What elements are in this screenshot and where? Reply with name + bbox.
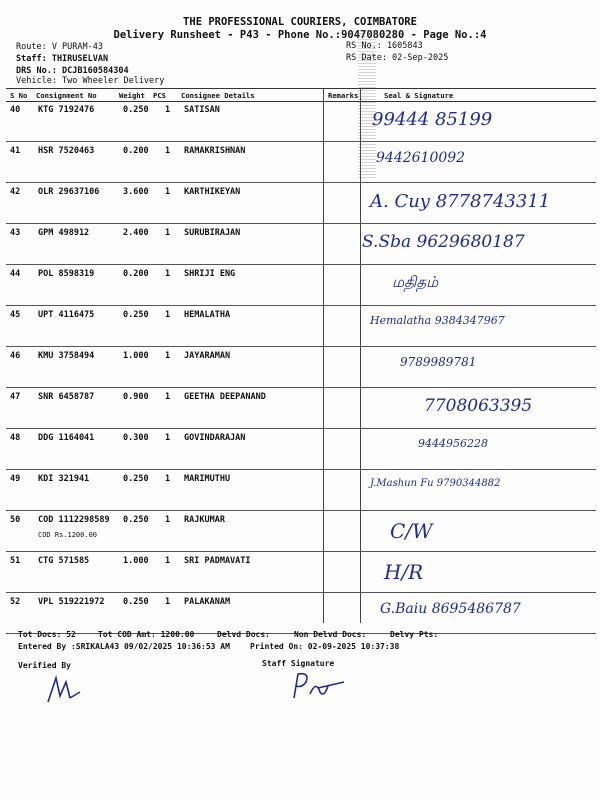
table-row [6, 552, 596, 593]
row-sno: 48 [10, 433, 21, 443]
col-remarks: Remarks [328, 91, 359, 100]
row-consignee: KARTHIKEYAN [184, 187, 241, 197]
row-weight: 0.250 [123, 310, 149, 320]
row-signature: 99444 85199 [372, 109, 493, 130]
row-consignee: SHRIJI ENG [184, 269, 236, 279]
row-consignment: CTG 571585 [38, 556, 90, 566]
tot-docs: Tot Docs: 52 [18, 630, 76, 639]
row-pcs: 1 [165, 597, 171, 607]
verified-by: Verified By [18, 661, 71, 670]
row-sno: 52 [10, 597, 21, 607]
row-weight: 0.250 [123, 474, 149, 484]
row-sno: 45 [10, 310, 21, 320]
row-consignee: JAYARAMAN [184, 351, 231, 361]
row-sno: 46 [10, 351, 21, 361]
row-weight: 0.200 [123, 269, 149, 279]
row-consignment: KDI 321941 [38, 474, 90, 484]
table-row [6, 224, 596, 265]
rs-no-label: RS No.: 1605843 [346, 41, 423, 51]
row-pcs: 1 [165, 105, 171, 115]
row-sno: 40 [10, 105, 21, 115]
rs-date-label: RS Date: 02-Sep-2025 [346, 53, 449, 63]
row-consignment: POL 8598319 [38, 269, 95, 279]
row-sno: 50 [10, 515, 21, 525]
staff-label: Staff: THIRUSELVAN [16, 54, 109, 64]
table-row [6, 142, 596, 183]
row-sno: 43 [10, 228, 21, 238]
table-top-rule [6, 88, 596, 89]
table-row [6, 388, 596, 429]
row-consignee: SURUBIRAJAN [184, 228, 241, 238]
row-signature: Hemalatha 9384347967 [370, 314, 505, 327]
col-consignment: Consignment No [36, 91, 97, 100]
row-pcs: 1 [165, 556, 171, 566]
row-weight: 2.400 [123, 228, 149, 238]
delvd-docs: Delvd Docs: [217, 630, 270, 639]
row-consignment: UPT 4116475 [38, 310, 95, 320]
row-consignment: VPL 519221972 [38, 597, 105, 607]
row-signature: J.Mashun Fu 9790344882 [370, 478, 501, 489]
table-row [6, 101, 596, 142]
drs-label: DRS No.: DCJB160584304 [16, 66, 129, 76]
staff-signature-mark [288, 668, 348, 702]
col-consignee: Consignee Details [181, 91, 255, 100]
row-consignee: HEMALATHA [184, 310, 231, 320]
document-title: THE PROFESSIONAL COURIERS, COIMBATORE [183, 16, 417, 28]
col-pcs: PCS [153, 91, 166, 100]
row-signature: 7708063395 [424, 396, 533, 416]
row-weight: 0.250 [123, 597, 149, 607]
row-pcs: 1 [165, 228, 171, 238]
row-consignment: KTG 7192476 [38, 105, 95, 115]
row-sno: 41 [10, 146, 21, 156]
col-weight: Weight [119, 91, 145, 100]
row-weight: 0.250 [123, 105, 149, 115]
route-label: Route: V PURAM-43 [16, 42, 103, 52]
row-signature: மதிதம் [392, 273, 439, 291]
row-consignee: GEETHA DEEPANAND [184, 392, 266, 402]
row-weight: 0.300 [123, 433, 149, 443]
row-signature: C/W [390, 519, 433, 543]
row-weight: 3.600 [123, 187, 149, 197]
row-consignee: MARIMUTHU [184, 474, 231, 484]
row-consignment: SNR 6458787 [38, 392, 95, 402]
row-consignee: SRI PADMAVATI [184, 556, 251, 566]
table-row [6, 265, 596, 306]
table-row [6, 183, 596, 224]
row-signature: H/R [384, 560, 424, 584]
row-consignment: COD 1112298589 [38, 515, 110, 525]
printed-on: Printed On: 02-09-2025 10:37:38 [250, 642, 400, 651]
row-consignee: PALAKANAM [184, 597, 231, 607]
col-sno: S No [10, 91, 28, 100]
row-sno: 42 [10, 187, 21, 197]
row-sno: 49 [10, 474, 21, 484]
row-pcs: 1 [165, 187, 171, 197]
row-pcs: 1 [165, 392, 171, 402]
tot-cod: Tot COD Amt: 1200.00 [98, 630, 195, 639]
row-signature: G.Baiu 8695486787 [380, 601, 521, 617]
row-consignee: RAJKUMAR [184, 515, 225, 525]
row-consignment: KMU 3758494 [38, 351, 95, 361]
row-pcs: 1 [165, 474, 171, 484]
row-consignment: DDG 1164041 [38, 433, 95, 443]
row-signature: 9442610092 [376, 150, 466, 166]
entered-by: Entered By :SRIKALA43 09/02/2025 10:36:53 AM [18, 642, 230, 651]
row-sno: 44 [10, 269, 21, 279]
row-consignee: RAMAKRISHNAN [184, 146, 246, 156]
non-delvd-docs: Non Delvd Docs: [294, 630, 367, 639]
verified-signature-mark [44, 672, 84, 706]
document-subtitle: Delivery Runsheet - P43 - Phone No.:9047080280 - Page No.:4 [113, 29, 487, 41]
row-pcs: 1 [165, 269, 171, 279]
row-signature: 9444956228 [418, 437, 488, 450]
row-sno: 51 [10, 556, 21, 566]
delvy-pts: Delvy Pts: [390, 630, 439, 639]
row-pcs: 1 [165, 515, 171, 525]
row-weight: 1.000 [123, 351, 149, 361]
row-cod-note: COD Rs.1200.00 [38, 531, 98, 539]
row-weight: 1.000 [123, 556, 149, 566]
row-weight: 0.900 [123, 392, 149, 402]
table-row [6, 429, 596, 470]
table-row [6, 511, 596, 552]
table-row [6, 347, 596, 388]
row-consignment: GPM 498912 [38, 228, 90, 238]
table-row [6, 593, 596, 634]
table-row [6, 306, 596, 347]
row-pcs: 1 [165, 351, 171, 361]
row-signature: A. Cuy 8778743311 [370, 191, 551, 212]
vehicle-label: Vehicle: Two Wheeler Delivery [16, 76, 165, 86]
staff-signature-label: Staff Signature [262, 659, 335, 668]
row-consignment: OLR 29637106 [38, 187, 100, 197]
row-weight: 0.250 [123, 515, 149, 525]
row-signature: 9789989781 [400, 355, 477, 369]
row-sno: 47 [10, 392, 21, 402]
row-weight: 0.200 [123, 146, 149, 156]
row-consignment: HSR 7520463 [38, 146, 95, 156]
row-pcs: 1 [165, 310, 171, 320]
row-consignee: SATISAN [184, 105, 220, 115]
col-seal: Seal & Signature [384, 91, 454, 100]
row-consignee: GOVINDARAJAN [184, 433, 246, 443]
row-pcs: 1 [165, 433, 171, 443]
table-row [6, 470, 596, 511]
row-pcs: 1 [165, 146, 171, 156]
row-signature: S.Sba 9629680187 [362, 232, 525, 252]
